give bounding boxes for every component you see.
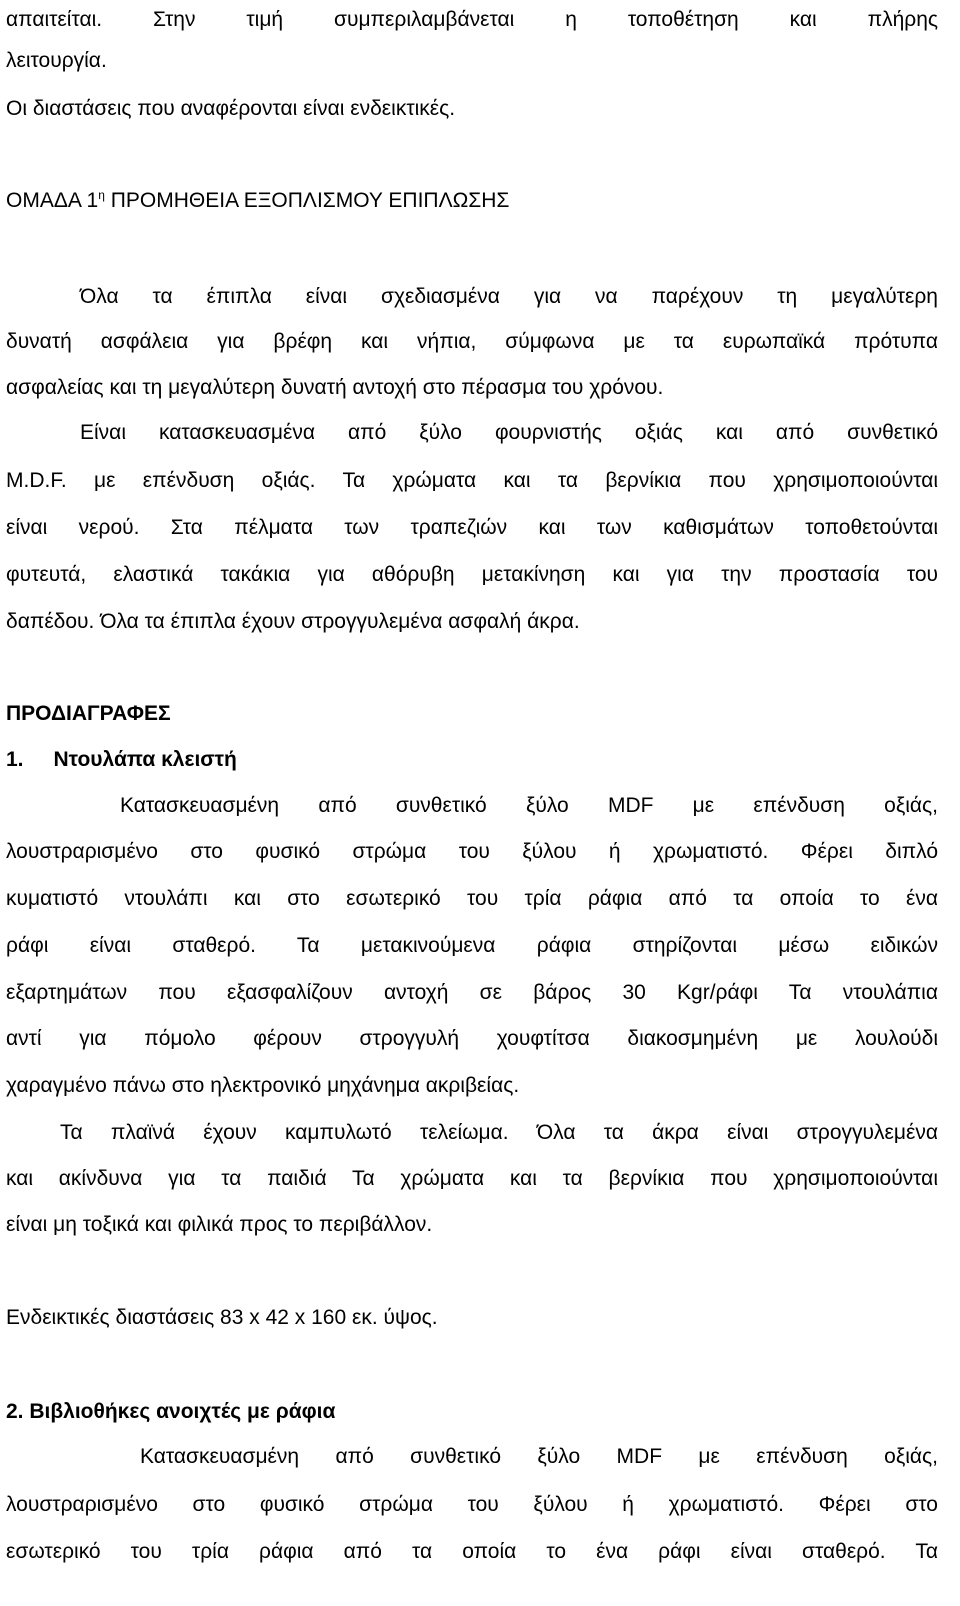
item1-line: ράφι είναι σταθερό. Τα μετακινούμενα ράφια στηρίζονται μέσω ειδικών <box>6 934 938 957</box>
general-line: Είναι κατασκευασμένα από ξύλο φουρνιστής οξιάς και από συνθετικό <box>80 421 938 444</box>
item1-heading <box>0 745 960 775</box>
item1-line: αντί για πόμολο φέρουν στρογγυλή χουφτίτσα διακοσμημένη με λουλούδι <box>6 1027 938 1050</box>
item1-line: και ακίνδυνα για τα παιδιά Τα χρώματα και τα βερνίκια που χρησιμοποιούνται <box>6 1167 938 1190</box>
general-line: δυνατή ασφάλεια για βρέφη και νήπια, σύμφωνα με τα ευρωπαϊκά πρότυπα <box>6 330 938 353</box>
intro-line: Οι διαστάσεις που αναφέρονται είναι ενδεικτικές. <box>6 97 456 120</box>
item1-line: χαραγμένο πάνω στο ηλεκτρονικό μηχάνημα ακριβείας. <box>6 1074 520 1097</box>
item1-line: Κατασκευασμένη από συνθετικό ξύλο MDF με επένδυση οξιάς, <box>120 794 938 817</box>
item2-line: Κατασκευασμένη από συνθετικό ξύλο MDF με επένδυση οξιάς, <box>140 1445 938 1468</box>
item1-line: λουστραρισμένο στο φυσικό στρώμα του ξύλου ή χρωματιστό. Φέρει διπλό <box>6 840 938 863</box>
intro-line: λειτουργία. <box>6 49 107 72</box>
item1-dimensions: Ενδεικτικές διαστάσεις 83 x 42 x 160 εκ. ύψος. <box>6 1306 438 1329</box>
general-line: δαπέδου. Όλα τα έπιπλα έχουν στρογγυλεμένα ασφαλή άκρα. <box>6 610 580 633</box>
item1-number: 1. <box>6 748 24 771</box>
item2-heading: 2. Βιβλιοθήκες ανοιχτές με ράφια <box>6 1400 336 1423</box>
item2-line: εσωτερικό του τρία ράφια από τα οποία το ένα ράφι είναι σταθερό. Τα <box>6 1540 938 1563</box>
item1-line: εξαρτημάτων που εξασφαλίζουν αντοχή σε βάρος 30 Kgr/ράφι Τα ντουλάπια <box>6 981 938 1004</box>
group-heading <box>0 186 960 216</box>
group-heading-text: ΠΡΟΜΗΘΕΙΑ ΕΞΟΠΛΙΣΜΟΥ ΕΠΙΠΛΩΣΗΣ <box>104 189 510 212</box>
item2-line: λουστραρισμένο στο φυσικό στρώμα του ξύλου ή χρωματιστό. Φέρει στο <box>6 1493 938 1516</box>
general-line: είναι νερού. Στα πέλματα των τραπεζιών και των καθισμάτων τοποθετούνται <box>6 516 938 539</box>
group-heading-text: ΟΜΑΔΑ 1 <box>6 189 99 212</box>
general-line: M.D.F. με επένδυση οξιάς. Τα χρώματα και τα βερνίκια που χρησιμοποιούνται <box>6 469 938 492</box>
general-line: φυτευτά, ελαστικά τακάκια για αθόρυβη μετακίνηση και για την προστασία του <box>6 563 938 586</box>
item1-line: Τα πλαϊνά έχουν καμπυλωτό τελείωμα. Όλα τα άκρα είναι στρογγυλεμένα <box>60 1121 938 1144</box>
general-line: Όλα τα έπιπλα είναι σχεδιασμένα για να παρέχουν τη μεγαλύτερη <box>80 285 938 308</box>
general-line: ασφαλείας και τη μεγαλύτερη δυνατή αντοχή στο πέρασμα του χρόνου. <box>6 376 664 399</box>
group-heading-superscript: η <box>98 188 105 202</box>
item1-line: είναι μη τοξικά και φιλικά προς το περιβάλλον. <box>6 1213 433 1236</box>
item1-title: Ντουλάπα κλειστή <box>53 748 237 771</box>
item1-line: κυματιστό ντουλάπι και στο εσωτερικό του τρία ράφια από τα οποία το ένα <box>6 887 938 910</box>
intro-line: απαιτείται. Στην τιμή συμπεριλαμβάνεται η τοποθέτηση και πλήρης <box>6 8 938 31</box>
specs-heading: ΠΡΟΔΙΑΓΡΑΦΕΣ <box>6 702 171 725</box>
